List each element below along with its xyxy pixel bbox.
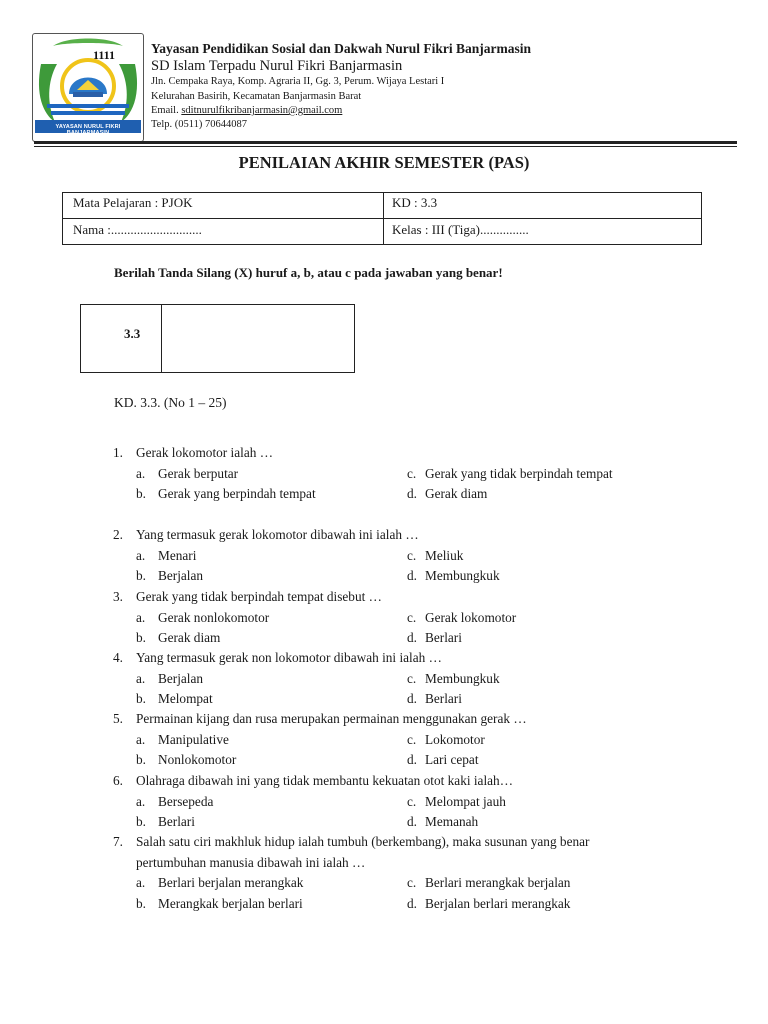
option-letter: c.	[407, 793, 417, 809]
page-title: PENILAIAN AKHIR SEMESTER (PAS)	[238, 153, 530, 172]
option-text: Melompat	[158, 691, 213, 706]
table-row-divider	[63, 218, 701, 219]
instruction-text: Berilah Tanda Silang (X) huruf a, b, atau c pada jawaban yang benar!	[114, 265, 503, 280]
question-text: Gerak yang tidak berpindah tempat disebut …	[136, 589, 382, 604]
question-text: Salah satu ciri makhluk hidup ialah tumbuh (berkembang), maka susunan yang benar	[136, 834, 590, 849]
option-letter: c.	[407, 547, 417, 563]
table-column-divider	[383, 193, 384, 244]
school-name: SD Islam Terpadu Nurul Fikri Banjarmasin	[151, 58, 403, 74]
option-text: Manipulative	[158, 731, 229, 747]
question-number: 4.	[113, 650, 123, 665]
option-text: Meliuk	[425, 547, 464, 563]
option-text: Berlari berjalan merangkak	[158, 875, 304, 890]
option-letter: b.	[136, 630, 146, 645]
foundation-name: Yayasan Pendidikan Sosial dan Dakwah Nurul Fikri Banjarmasin	[151, 41, 531, 56]
option-letter: a.	[136, 731, 146, 747]
option-text: Lokomotor	[425, 731, 485, 747]
phone-number: Telp. (0511) 70644087	[151, 119, 247, 130]
question-text: Permainan kijang dan rusa merupakan permainan menggunakan gerak …	[136, 711, 527, 726]
header-rule-thick	[34, 141, 737, 144]
option-text: Nonlokomotor	[158, 752, 237, 767]
option-letter: a.	[136, 670, 146, 686]
email-line	[151, 105, 342, 116]
kd-box-code: 3.3	[124, 326, 141, 341]
option-letter: a.	[136, 875, 146, 890]
kd-box-divider	[161, 305, 162, 372]
question-number: 5.	[113, 711, 123, 726]
option-text: Gerak diam	[425, 486, 488, 501]
email-label: Email.	[151, 105, 182, 116]
question-number: 7.	[113, 834, 123, 849]
question-text: pertumbuhan manusia dibawah ini ialah …	[136, 854, 366, 870]
address-line-2: Kelurahan Basirih, Kecamatan Banjarmasin Barat	[151, 91, 362, 102]
question-text: Gerak lokomotor ialah …	[136, 445, 273, 460]
option-text: Gerak lokomotor	[425, 609, 517, 625]
question-number: 6.	[113, 773, 123, 788]
option-text: Berlari	[425, 630, 462, 645]
option-letter: a.	[136, 547, 146, 563]
option-text: Berjalan	[158, 670, 204, 686]
option-letter: d.	[407, 895, 417, 911]
option-text: Gerak berputar	[158, 465, 239, 481]
option-text: Berjalan berlari merangkak	[425, 895, 571, 911]
question-number: 3.	[113, 589, 123, 604]
option-letter: d.	[407, 486, 417, 501]
kd-box	[80, 304, 355, 373]
option-letter: d.	[407, 568, 417, 583]
option-text: Berlari	[158, 814, 195, 829]
subject-cell: Mata Pelajaran : PJOK	[73, 195, 193, 210]
option-letter: c.	[407, 875, 417, 890]
logo-caption: YAYASAN NURUL FIKRI BANJARMASIN	[55, 124, 121, 136]
option-letter: b.	[136, 895, 146, 911]
option-text: Memanah	[425, 814, 479, 829]
logo-number: 1111	[93, 48, 116, 62]
option-text: Merangkak berjalan berlari	[158, 895, 303, 911]
header-rule-thin	[34, 146, 737, 147]
kd-range: KD. 3.3. (No 1 – 25)	[114, 395, 227, 410]
option-letter: b.	[136, 752, 146, 767]
option-letter: b.	[136, 486, 146, 501]
option-text: Gerak yang berpindah tempat	[158, 486, 316, 501]
option-letter: b.	[136, 568, 146, 583]
question-number: 1.	[113, 445, 123, 460]
option-text: Gerak diam	[158, 630, 221, 645]
option-letter: d.	[407, 752, 417, 767]
option-text: Gerak yang tidak berpindah tempat	[425, 465, 613, 481]
option-letter: c.	[407, 731, 417, 747]
option-letter: a.	[136, 793, 146, 809]
question-text: Olahraga dibawah ini yang tidak membantu kekuatan otot kaki ialah…	[136, 773, 514, 788]
kd-cell: KD : 3.3	[392, 195, 438, 210]
option-letter: c.	[407, 465, 417, 481]
option-text: Lari cepat	[425, 752, 479, 767]
option-text: Bersepeda	[158, 793, 214, 809]
option-text: Membungkuk	[425, 670, 500, 686]
option-letter: a.	[136, 465, 146, 481]
email-link[interactable]: sditnurulfikribanjarmasin@gmail.com	[181, 105, 343, 116]
option-text: Gerak nonlokomotor	[158, 609, 270, 625]
option-letter: a.	[136, 609, 146, 625]
class-cell[interactable]: Kelas : III (Tiga)...............	[392, 222, 529, 237]
option-text: Membungkuk	[425, 568, 500, 583]
option-text: Berlari	[425, 691, 462, 706]
option-letter: d.	[407, 630, 417, 645]
question-text: Yang termasuk gerak non lokomotor dibawah ini ialah …	[136, 650, 442, 665]
option-text: Berjalan	[158, 568, 204, 583]
option-text: Menari	[158, 547, 197, 563]
option-letter: b.	[136, 691, 146, 706]
option-text: Berlari merangkak berjalan	[425, 875, 571, 890]
option-letter: d.	[407, 814, 417, 829]
address-line-1: Jln. Cempaka Raya, Komp. Agraria II, Gg. 3, Perum. Wijaya Lestari I	[151, 76, 445, 87]
option-letter: b.	[136, 814, 146, 829]
question-number: 2.	[113, 527, 123, 542]
option-text: Melompat jauh	[425, 793, 506, 809]
option-letter: c.	[407, 609, 417, 625]
question-text: Yang termasuk gerak lokomotor dibawah ini ialah …	[136, 527, 419, 542]
school-logo	[32, 33, 144, 142]
option-letter: d.	[407, 691, 417, 706]
info-table	[62, 192, 702, 245]
option-letter: c.	[407, 670, 417, 686]
name-cell[interactable]: Nama :............................	[73, 222, 202, 237]
